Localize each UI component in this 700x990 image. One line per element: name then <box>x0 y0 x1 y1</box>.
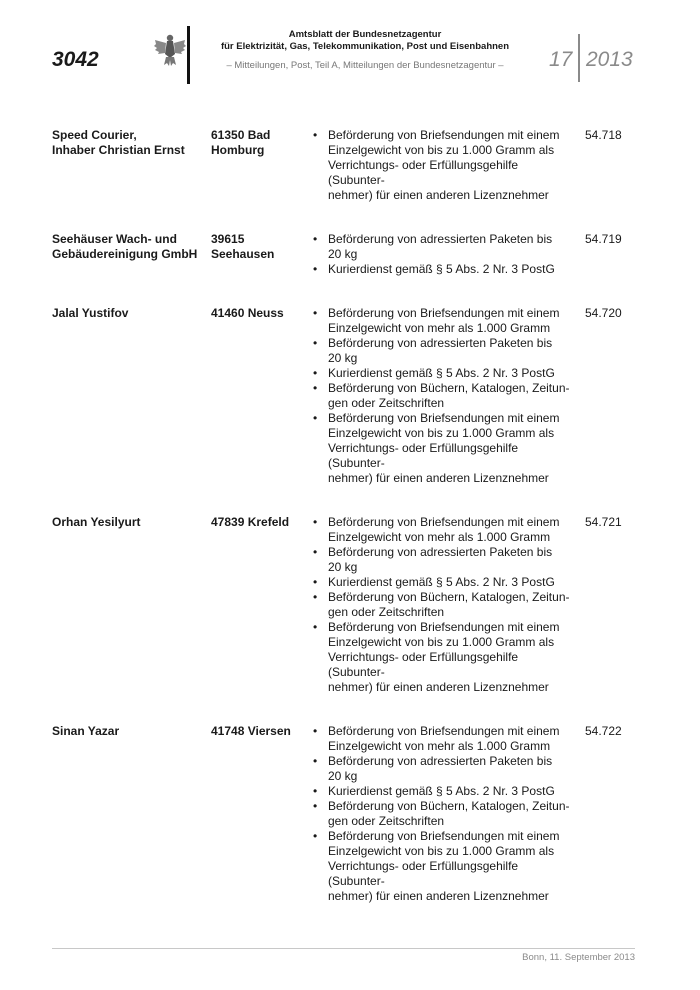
service-item: • Kurierdienst gemäß § 5 Abs. 2 Nr. 3 PostG <box>313 262 575 277</box>
licensee-name: Jalal Yustifov <box>52 306 129 320</box>
publication-subtitle: – Mitteilungen, Post, Teil A, Mitteilungen der Bundesnetzagentur – <box>226 60 504 71</box>
licensee-name: Seehäuser Wach- und Gebäudereinigung GmbH <box>52 232 198 261</box>
issue-number: 17 <box>549 48 573 71</box>
license-number: 54.720 <box>585 306 622 320</box>
license-number: 54.722 <box>585 724 622 738</box>
licensee-location: 47839 Krefeld <box>211 515 290 529</box>
licensee-name: Sinan Yazar <box>52 724 120 738</box>
licensee-location: 39615 Seehausen <box>211 232 275 261</box>
federal-eagle-icon <box>152 32 188 68</box>
service-list <box>52 724 575 904</box>
service-item: • Beförderung von adressierten Paketen bis 20 kg <box>313 545 575 575</box>
licensee-entry <box>52 128 642 203</box>
issue-year: 2013 <box>586 48 633 71</box>
service-item: • Beförderung von adressierten Paketen bis 20 kg <box>313 336 575 366</box>
footer-rule <box>52 948 635 949</box>
licensee-location: 61350 Bad Homburg <box>211 128 271 157</box>
service-item: • Beförderung von Briefsendungen mit einem Einzelgewicht von bis zu 1.000 Gramm als Verrichtungs- oder Erfüllungsgehilfe (Subunter- nehmer) für einen anderen Lizenznehmer <box>313 620 575 695</box>
licensee-location: 41460 Neuss <box>211 306 284 320</box>
publication-title <box>200 29 530 72</box>
service-item: • Beförderung von Briefsendungen mit einem Einzelgewicht von bis zu 1.000 Gramm als Verrichtungs- oder Erfüllungsgehilfe (Subunter- nehmer) für einen anderen Lizenznehmer <box>313 128 575 203</box>
licensee-entry <box>52 515 642 695</box>
service-item: • Beförderung von Briefsendungen mit einem Einzelgewicht von mehr als 1.000 Gramm <box>313 724 575 754</box>
service-item: • Beförderung von Büchern, Katalogen, Zeitun- gen oder Zeitschriften <box>313 799 575 829</box>
licensee-name: Orhan Yesilyurt <box>52 515 141 529</box>
license-number: 54.721 <box>585 515 622 529</box>
service-item: • Kurierdienst gemäß § 5 Abs. 2 Nr. 3 PostG <box>313 575 575 590</box>
licensee-list <box>52 128 642 933</box>
service-item: • Beförderung von Büchern, Katalogen, Zeitun- gen oder Zeitschriften <box>313 381 575 411</box>
service-list <box>52 515 575 695</box>
publication-title-line1: Amtsblatt der Bundesnetzagentur <box>288 29 442 40</box>
licensee-entry <box>52 306 642 486</box>
licensee-location: 41748 Viersen <box>211 724 291 738</box>
service-item: • Kurierdienst gemäß § 5 Abs. 2 Nr. 3 PostG <box>313 784 575 799</box>
service-item: • Beförderung von adressierten Paketen bis 20 kg <box>313 754 575 784</box>
service-item: • Beförderung von adressierten Paketen bis 20 kg <box>313 232 575 262</box>
service-item: • Beförderung von Briefsendungen mit einem Einzelgewicht von mehr als 1.000 Gramm <box>313 306 575 336</box>
issue-divider <box>578 34 580 82</box>
license-number: 54.718 <box>585 128 622 142</box>
page-number: 3042 <box>52 48 99 71</box>
footer-date: Bonn, 11. September 2013 <box>522 952 635 963</box>
service-item: • Beförderung von Briefsendungen mit einem Einzelgewicht von mehr als 1.000 Gramm <box>313 515 575 545</box>
service-item: • Kurierdienst gemäß § 5 Abs. 2 Nr. 3 PostG <box>313 366 575 381</box>
service-item: • Beförderung von Briefsendungen mit einem Einzelgewicht von bis zu 1.000 Gramm als Verrichtungs- oder Erfüllungsgehilfe (Subunter- nehmer) für einen anderen Lizenznehmer <box>313 411 575 486</box>
service-item: • Beförderung von Briefsendungen mit einem Einzelgewicht von bis zu 1.000 Gramm als Verrichtungs- oder Erfüllungsgehilfe (Subunter- nehmer) für einen anderen Lizenznehmer <box>313 829 575 904</box>
flag-bar <box>187 26 190 84</box>
service-item: • Beförderung von Büchern, Katalogen, Zeitun- gen oder Zeitschriften <box>313 590 575 620</box>
license-number: 54.719 <box>585 232 622 246</box>
licensee-entry <box>52 724 642 904</box>
licensee-name: Speed Courier, Inhaber Christian Ernst <box>52 128 185 157</box>
publication-title-line2: für Elektrizität, Gas, Telekommunikation, Post und Eisenbahnen <box>220 41 510 52</box>
licensee-entry <box>52 232 642 277</box>
service-list <box>52 306 575 486</box>
